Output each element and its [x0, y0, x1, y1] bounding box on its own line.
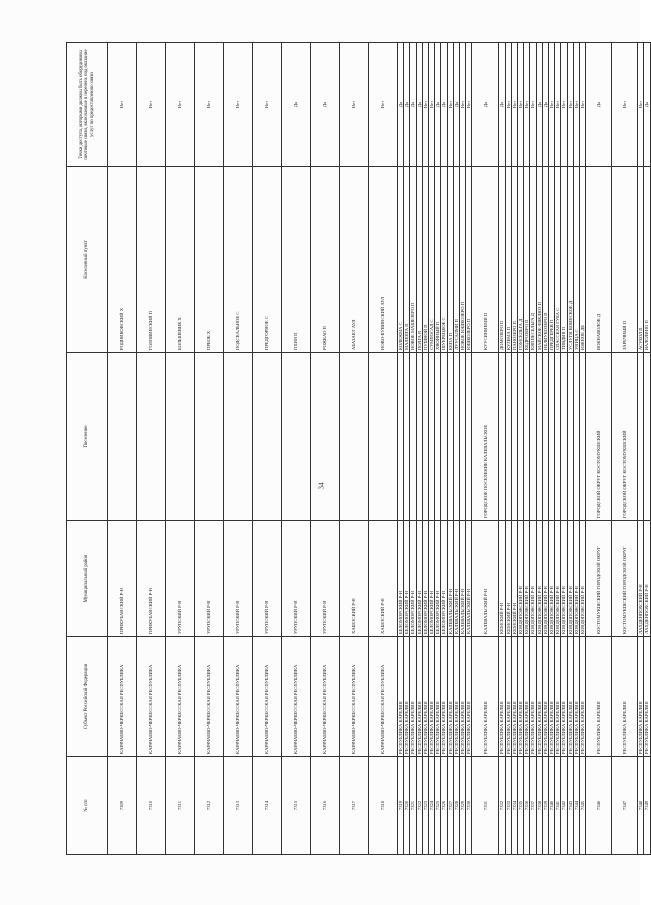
cell-access: Да	[398, 43, 404, 167]
cell-number: 7330	[466, 757, 472, 855]
cell-number: 7331	[472, 757, 499, 855]
cell-rayon: КОНДОПОЖСКИЙ Р-Н	[580, 521, 586, 637]
table-row	[282, 43, 311, 855]
cell-access: Нет	[561, 43, 567, 167]
cell-subject: РЕСПУБЛИКА КАРЕЛИЯ	[447, 637, 453, 757]
cell-number: 7312	[195, 757, 224, 855]
cell-access: Да	[536, 43, 542, 167]
cell-subject: РЕСПУБЛИКА КАРЕЛИЯ	[441, 637, 447, 757]
cell-subject: РЕСПУБЛИКА КАРЕЛИЯ	[472, 637, 499, 757]
cell-subject: КАРАЧАЕВО-ЧЕРКЕССКАЯ РЕСПУБЛИКА	[224, 637, 253, 757]
cell-locality: ГОЛОВИНСКИЙ П	[137, 167, 166, 353]
cell-settlement	[311, 353, 340, 521]
cell-number: 7334	[511, 757, 517, 855]
cell-settlement: ГОРОДСКОЙ ОКРУГ КОСТОМУКШСКИЙ	[586, 353, 612, 521]
cell-rayon: КОСТОМУКШСКИЙ ГОРОДСКОЙ ОКРУГ	[612, 521, 638, 637]
cell-number: 7340	[549, 757, 555, 855]
header-rayon: Муниципальный район	[67, 521, 108, 637]
table-row	[644, 43, 650, 855]
cell-number: 7315	[282, 757, 311, 855]
cell-locality: ПРЕОБ Х	[195, 167, 224, 353]
table-row	[472, 43, 499, 855]
cell-subject: РЕСПУБЛИКА КАРЕЛИЯ	[518, 637, 524, 757]
cell-subject: РЕСПУБЛИКА КАРЕЛИЯ	[561, 637, 567, 757]
cell-settlement	[340, 353, 369, 521]
cell-locality: РОДНИКОВСКИЙ Х	[108, 167, 137, 353]
table-row	[586, 43, 612, 855]
cell-access: Нет	[530, 43, 536, 167]
cell-locality: МАЛЕНГА П	[404, 167, 410, 353]
cell-rayon: КАЛЕВАЛЬСКИЙ Р-Н	[460, 521, 466, 637]
cell-number: 7313	[224, 757, 253, 855]
table-row	[108, 43, 137, 855]
cell-access: Нет	[460, 43, 466, 167]
cell-access: Нет	[518, 43, 524, 167]
cell-rayon: УРУПСКИЙ Р-Н	[224, 521, 253, 637]
cell-subject: РЕСПУБЛИКА КАРЕЛИЯ	[505, 637, 511, 757]
cell-locality: НЕЛИУКОЗЕРО П	[542, 167, 548, 353]
cell-subject: РЕСПУБЛИКА КАРЕЛИЯ	[644, 637, 650, 757]
table-row	[195, 43, 224, 855]
cell-rayon: ПРИКУБАНСКИЙ Р-Н	[108, 521, 137, 637]
cell-rayon: КАЛЕВАЛЬСКИЙ Р-Н	[453, 521, 459, 637]
cell-number: 7325	[435, 757, 441, 855]
cell-number: 7333	[505, 757, 511, 855]
cell-subject: РЕСПУБЛИКА КАРЕЛИЯ	[580, 637, 586, 757]
cell-rayon: УРУПСКИЙ Р-Н	[282, 521, 311, 637]
cell-number: 7332	[499, 757, 505, 855]
cell-access: Нет	[612, 43, 638, 167]
cell-locality: КЕПА П	[447, 167, 453, 353]
cell-locality: ПАНОЗЕРО П	[511, 167, 517, 353]
cell-number: 7319	[398, 757, 404, 855]
cell-access: Нет	[422, 43, 428, 167]
cell-number: 7318	[369, 757, 398, 855]
cell-access: Нет	[524, 43, 530, 167]
cell-number: 7342	[561, 757, 567, 855]
cell-rayon: КОНДОПОЖСКИЙ Р-Н	[567, 521, 573, 637]
cell-locality: СУМПОСАД С	[429, 167, 435, 353]
cell-locality: УНИЦА С	[573, 167, 579, 353]
cell-subject: РЕСПУБЛИКА КАРЕЛИЯ	[542, 637, 548, 757]
cell-access: Нет	[511, 43, 517, 167]
cell-locality: БОЛЬШЕВИК Х	[166, 167, 195, 353]
cell-rayon: БЕЛОМОРСКИЙ Р-Н	[410, 521, 416, 637]
cell-subject: РЕСПУБЛИКА КАРЕЛИЯ	[429, 637, 435, 757]
cell-access: Нет	[195, 43, 224, 167]
table-row	[137, 43, 166, 855]
cell-rayon: КЕМСКИЙ Р-Н	[511, 521, 517, 637]
page-number: 34	[317, 482, 326, 490]
cell-locality: ТИВДИЯ П	[561, 167, 567, 353]
cell-access: Да	[435, 43, 441, 167]
cell-settlement	[195, 353, 224, 521]
cell-subject: РЕСПУБЛИКА КАРЕЛИЯ	[435, 637, 441, 757]
cell-rayon: КОНДОПОЖСКИЙ Р-Н	[530, 521, 536, 637]
cell-settlement: ГОРОДСКОЕ ПОСЕЛЕНИЕ КАЛЕВАЛЬСКОЕ	[472, 353, 499, 521]
cell-subject: РЕСПУБЛИКА КАРЕЛИЯ	[555, 637, 561, 757]
cell-settlement	[644, 353, 650, 521]
cell-locality: КУУСИНИЕМИ П	[472, 167, 499, 353]
cell-rayon: КОНДОПОЖСКИЙ Р-Н	[561, 521, 567, 637]
cell-rayon: КОНДОПОЖСКИЙ Р-Н	[518, 521, 524, 637]
cell-access: Нет	[573, 43, 579, 167]
cell-subject: КАРАЧАЕВО-ЧЕРКЕССКАЯ РЕСПУБЛИКА	[282, 637, 311, 757]
cell-locality: НОВОЕ ЮШКОЗЕРО П	[460, 167, 466, 353]
cell-rayon: КОНДОПОЖСКИЙ Р-Н	[549, 521, 555, 637]
cell-subject: РЕСПУБЛИКА КАРЕЛИЯ	[410, 637, 416, 757]
cell-settlement	[253, 353, 282, 521]
table-row	[340, 43, 369, 855]
cell-locality: УСЛУГИ ВОИНСКОЕ Д	[567, 167, 573, 353]
cell-rayon: КАЛЕВАЛЬСКИЙ Р-Н	[447, 521, 453, 637]
header-access-points: Точки доступа, которыми должны быть оборудованы почтовые связи, включаемые в перечень под оказание услуг по предоставлению связи	[67, 43, 108, 167]
cell-rayon: КОСТОМУКШСКИЙ ГОРОДСКОЙ ОКРУГ	[586, 521, 612, 637]
cell-number: 7326	[441, 757, 447, 855]
cell-rayon: КАЛЕВАЛЬСКИЙ Р-Н	[466, 521, 472, 637]
cell-subject: РЕСПУБЛИКА КАРЕЛИЯ	[586, 637, 612, 757]
cell-access: Нет	[137, 43, 166, 167]
cell-rayon: КОНДОПОЖСКИЙ Р-Н	[573, 521, 579, 637]
cell-subject: РЕСПУБЛИКА КАРЕЛИЯ	[612, 637, 638, 757]
cell-settlement	[369, 353, 398, 521]
table-row	[166, 43, 195, 855]
cell-subject: РЕСПУБЛИКА КАРЕЛИЯ	[466, 637, 472, 757]
cell-access: Нет	[369, 43, 398, 167]
cell-access: Нет	[340, 43, 369, 167]
cell-rayon: БЕЛОМОРСКИЙ Р-Н	[435, 521, 441, 637]
cell-locality: ГОМСЕЛЬГА Д	[518, 167, 524, 353]
cell-subject: КАРАЧАЕВО-ЧЕРКЕССКАЯ РЕСПУБЛИКА	[311, 637, 340, 757]
cell-rayon: БЕЛОМОРСКИЙ Р-Н	[398, 521, 404, 637]
cell-rayon: КОНДОПОЖСКИЙ Р-Н	[555, 521, 561, 637]
cell-rayon: УРУПСКИЙ Р-Н	[195, 521, 224, 637]
cell-locality: ПРЕДГОРНОЕ С	[253, 167, 282, 353]
cell-number: 7329	[460, 757, 466, 855]
cell-number: 7349	[644, 757, 650, 855]
cell-access: Да	[586, 43, 612, 167]
cell-number: 7338	[536, 757, 542, 855]
cell-locality: НОВО-КУВИНСКИЙ АУЛ	[369, 167, 398, 353]
cell-locality: РОЖКАО П	[311, 167, 340, 353]
header-settlement: Поселение	[67, 353, 108, 521]
rotated-table-container	[66, 43, 650, 855]
cell-number: 7345	[580, 757, 586, 855]
cell-number: 7320	[404, 757, 410, 855]
cell-subject: КАРАЧАЕВО-ЧЕРКЕССКАЯ РЕСПУБЛИКА	[195, 637, 224, 757]
cell-subject: КАРАЧАЕВО-ЧЕРКЕССКАЯ РЕСПУБЛИКА	[108, 637, 137, 757]
cell-subject: РЕСПУБЛИКА КАРЕЛИЯ	[398, 637, 404, 757]
cell-locality: КЕДРОЗЕРО П	[524, 167, 530, 353]
cell-number: 7316	[311, 757, 340, 855]
cell-number: 7327	[447, 757, 453, 855]
cell-subject: РЕСПУБЛИКА КАРЕЛИЯ	[404, 637, 410, 757]
cell-subject: РЕСПУБЛИКА КАРЕЛИЯ	[573, 637, 579, 757]
cell-subject: РЕСПУБЛИКА КАРЕЛИЯ	[549, 637, 555, 757]
cell-locality: ПОЛГА П	[416, 167, 422, 353]
cell-locality: ХВОЙНЫЙ П	[435, 167, 441, 353]
cell-number: 7323	[422, 757, 428, 855]
cell-number: 7337	[530, 757, 536, 855]
cell-number: 7311	[166, 757, 195, 855]
table-row	[612, 43, 638, 855]
cell-number: 7336	[524, 757, 530, 855]
cell-number: 7348	[638, 757, 644, 855]
cell-locality: АБАЗАКТ АУЛ	[340, 167, 369, 353]
cell-locality: АСУБОЛ П	[638, 167, 644, 353]
cell-access: Нет	[447, 43, 453, 167]
cell-access: Да	[282, 43, 311, 167]
cell-rayon: БЕЛОМОРСКИЙ Р-Н	[422, 521, 428, 637]
cell-locality: КЯППЕСЕЛЬГА Д	[530, 167, 536, 353]
cell-access: Нет	[466, 43, 472, 167]
cell-subject: РЕСПУБЛИКА КАРЕЛИЯ	[536, 637, 542, 757]
cell-number: 7321	[410, 757, 416, 855]
table-row	[311, 43, 340, 855]
cell-locality: ВОКНАВОЛОК Д	[586, 167, 612, 353]
cell-subject: КАРАЧАЕВО-ЧЕРКЕССКАЯ РЕСПУБЛИКА	[253, 637, 282, 757]
cell-number: 7328	[453, 757, 459, 855]
cell-subject: РЕСПУБЛИКА КАРЕЛИЯ	[524, 637, 530, 757]
cell-locality: МАЙСКОЕ-ЕВКЛЮЗ П	[536, 167, 542, 353]
cell-locality: КУЗЕМА П	[505, 167, 511, 353]
cell-access: Нет	[505, 43, 511, 167]
cell-subject: РЕСПУБЛИКА КАРЕЛИЯ	[511, 637, 517, 757]
cell-rayon: КЕМСКИЙ Р-Н	[499, 521, 505, 637]
cell-access: Да	[311, 43, 340, 167]
cell-rayon: ПРИКУБАНСКИЙ Р-Н	[137, 521, 166, 637]
cell-rayon: ЛАХДЕНПОХСКИЙ Р-Н	[644, 521, 650, 637]
cell-settlement: ГОРОДСКОЙ ОКРУГ КОСТОМУКШСКИЙ	[612, 353, 638, 521]
cell-locality: ВАЛОЛИНО П	[644, 167, 650, 353]
cell-rayon: ХАБЕЗСКИЙ Р-Н	[340, 521, 369, 637]
cell-subject: РЕСПУБЛИКА КАРЕЛИЯ	[453, 637, 459, 757]
cell-locality: ЮЖНОЕ ДЕ	[580, 167, 586, 353]
cell-rayon: БЕЛОМОРСКИЙ Р-Н	[441, 521, 447, 637]
cell-subject: РЕСПУБЛИКА КАРЕЛИЯ	[567, 637, 573, 757]
cell-locality: ПРЕДГЕРЕВ П	[549, 167, 555, 353]
cell-rayon: УРУПСКИЙ Р-Н	[253, 521, 282, 637]
cell-access: Нет	[224, 43, 253, 167]
cell-rayon: УРУПСКИЙ Р-Н	[311, 521, 340, 637]
table-body	[108, 43, 651, 855]
cell-number: 7324	[429, 757, 435, 855]
cell-rayon: БЕЛОМОРСКИЙ Р-Н	[429, 521, 435, 637]
cell-subject: РЕСПУБЛИКА КАРЕЛИЯ	[499, 637, 505, 757]
cell-locality: ДОМОЗЕРО П	[499, 167, 505, 353]
cell-subject: РЕСПУБЛИКА КАРЕЛИЯ	[530, 637, 536, 757]
cell-rayon: БЕЛОМОРСКИЙ Р-Н	[404, 521, 410, 637]
cell-subject: КАРАЧАЕВО-ЧЕРКЕССКАЯ РЕСПУБЛИКА	[369, 637, 398, 757]
cell-rayon: КОНДОПОЖСКИЙ Р-Н	[536, 521, 542, 637]
header-locality: Населенный пункт	[67, 167, 108, 353]
cell-rayon: КОНДОПОЖСКИЙ Р-Н	[542, 521, 548, 637]
cell-locality: ЛУУСАЛМИ П	[453, 167, 459, 353]
cell-locality: ПОДСКАЛЬНОЕ С	[224, 167, 253, 353]
cell-settlement	[137, 353, 166, 521]
cell-number: 7310	[137, 757, 166, 855]
cell-subject: КАРАЧАЕВО-ЧЕРКЕССКАЯ РЕСПУБЛИКА	[166, 637, 195, 757]
cell-number: 7343	[567, 757, 573, 855]
cell-settlement	[166, 353, 195, 521]
cell-locality: СПАССКАЯ ГУБА С	[555, 167, 561, 353]
cell-settlement	[224, 353, 253, 521]
cell-number: 7335	[518, 757, 524, 855]
data-table	[66, 42, 651, 855]
cell-access: Нет	[638, 43, 644, 167]
cell-rayon: КЕМСКИЙ Р-Н	[505, 521, 511, 637]
cell-rayon: УРУПСКИЙ Р-Н	[166, 521, 195, 637]
cell-access: Да	[453, 43, 459, 167]
cell-number: 7347	[612, 757, 638, 855]
cell-locality: ШУЕРЕЦКОЕ С	[441, 167, 447, 353]
cell-subject: КАРАЧАЕВО-ЧЕРКЕССКАЯ РЕСПУБЛИКА	[340, 637, 369, 757]
header-subject: Субъект Российской Федерации	[67, 637, 108, 757]
cell-subject: РЕСПУБЛИКА КАРЕЛИЯ	[638, 637, 644, 757]
cell-locality: ПХИЯ П	[282, 167, 311, 353]
table-row	[369, 43, 398, 855]
cell-access: Да	[644, 43, 650, 167]
cell-access: Нет	[166, 43, 195, 167]
cell-number: 7322	[416, 757, 422, 855]
cell-locality: НОВОЕ МАШЕЗЕРО П	[410, 167, 416, 353]
cell-subject: РЕСПУБЛИКА КАРЕЛИЯ	[460, 637, 466, 757]
cell-number: 7341	[555, 757, 561, 855]
cell-locality: ЮШКОЗЕРО П	[466, 167, 472, 353]
cell-access: Нет	[567, 43, 573, 167]
cell-rayon: КАЛЕВАЛЬСКИЙ Р-Н	[472, 521, 499, 637]
cell-number: 7339	[542, 757, 548, 855]
cell-access: Да	[472, 43, 499, 167]
cell-access: Да	[404, 43, 410, 167]
cell-number: 7317	[340, 757, 369, 855]
header-num: № п/п	[67, 757, 108, 855]
cell-access: Да	[410, 43, 416, 167]
cell-number: 7314	[253, 757, 282, 855]
cell-access: Нет	[429, 43, 435, 167]
cell-settlement	[108, 353, 137, 521]
cell-number: 7309	[108, 757, 137, 855]
cell-locality: ПУШНОЙ П	[422, 167, 428, 353]
cell-access: Да	[542, 43, 548, 167]
cell-subject: КАРАЧАЕВО-ЧЕРКЕССКАЯ РЕСПУБЛИКА	[137, 637, 166, 757]
table-row	[253, 43, 282, 855]
cell-subject: РЕСПУБЛИКА КАРЕЛИЯ	[416, 637, 422, 757]
cell-rayon: ЛАХДЕНПОХСКИЙ Р-Н	[638, 521, 644, 637]
cell-rayon: БЕЛОМОРСКИЙ Р-Н	[416, 521, 422, 637]
cell-locality: ЗАРЕЧНЫЙ П	[612, 167, 638, 353]
cell-locality: КОЛЕЖМА С	[398, 167, 404, 353]
cell-rayon: ХАБЕЗСКИЙ Р-Н	[369, 521, 398, 637]
cell-access: Нет	[108, 43, 137, 167]
cell-rayon: КОНДОПОЖСКИЙ Р-Н	[524, 521, 530, 637]
cell-access: Нет	[580, 43, 586, 167]
cell-access: Да	[416, 43, 422, 167]
cell-access: Нет	[253, 43, 282, 167]
cell-access: Да	[499, 43, 505, 167]
cell-settlement	[282, 353, 311, 521]
cell-access: Да	[441, 43, 447, 167]
cell-number: 7344	[573, 757, 579, 855]
cell-number: 7346	[586, 757, 612, 855]
cell-access: Нет	[549, 43, 555, 167]
cell-access: Нет	[555, 43, 561, 167]
table-row	[224, 43, 253, 855]
cell-subject: РЕСПУБЛИКА КАРЕЛИЯ	[422, 637, 428, 757]
table-header-row	[67, 43, 108, 855]
